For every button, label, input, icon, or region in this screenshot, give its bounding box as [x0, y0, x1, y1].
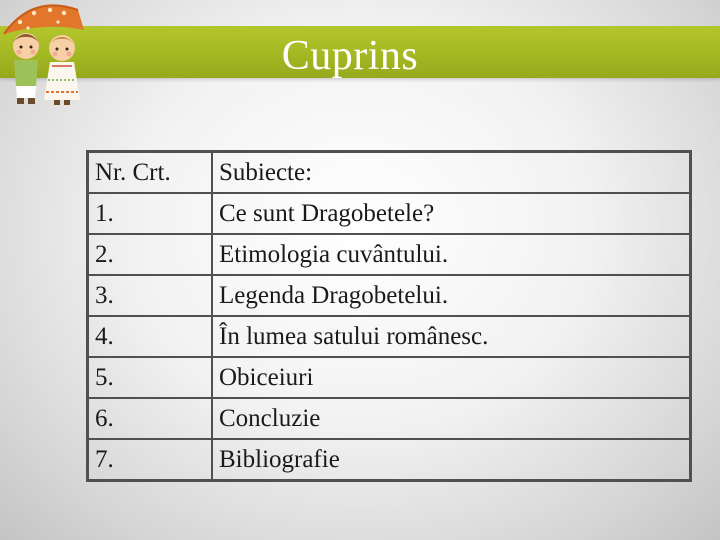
- row-number: 2.: [88, 234, 213, 275]
- row-subject: Etimologia cuvântului.: [212, 234, 691, 275]
- row-subject: Ce sunt Dragobetele?: [212, 193, 691, 234]
- table-header-row: [88, 152, 691, 194]
- row-number: 7.: [88, 439, 213, 481]
- table-row: [88, 193, 691, 234]
- table-row: [88, 357, 691, 398]
- row-number: 4.: [88, 316, 213, 357]
- row-number: 1.: [88, 193, 213, 234]
- row-number: 3.: [88, 275, 213, 316]
- row-number: 5.: [88, 357, 213, 398]
- table-row: [88, 316, 691, 357]
- header-subject: Subiecte:: [212, 152, 691, 194]
- row-subject: Legenda Dragobetelui.: [212, 275, 691, 316]
- row-number: 6.: [88, 398, 213, 439]
- header-number: Nr. Crt.: [88, 152, 213, 194]
- row-subject: Concluzie: [212, 398, 691, 439]
- slide-title: Cuprins: [281, 33, 419, 79]
- row-subject: În lumea satului românesc.: [212, 316, 691, 357]
- table-row: [88, 234, 691, 275]
- table-row: [88, 275, 691, 316]
- table-row: [88, 398, 691, 439]
- row-subject: Bibliografie: [212, 439, 691, 481]
- row-subject: Obiceiuri: [212, 357, 691, 398]
- contents-table: [86, 150, 692, 482]
- table-row: [88, 439, 691, 481]
